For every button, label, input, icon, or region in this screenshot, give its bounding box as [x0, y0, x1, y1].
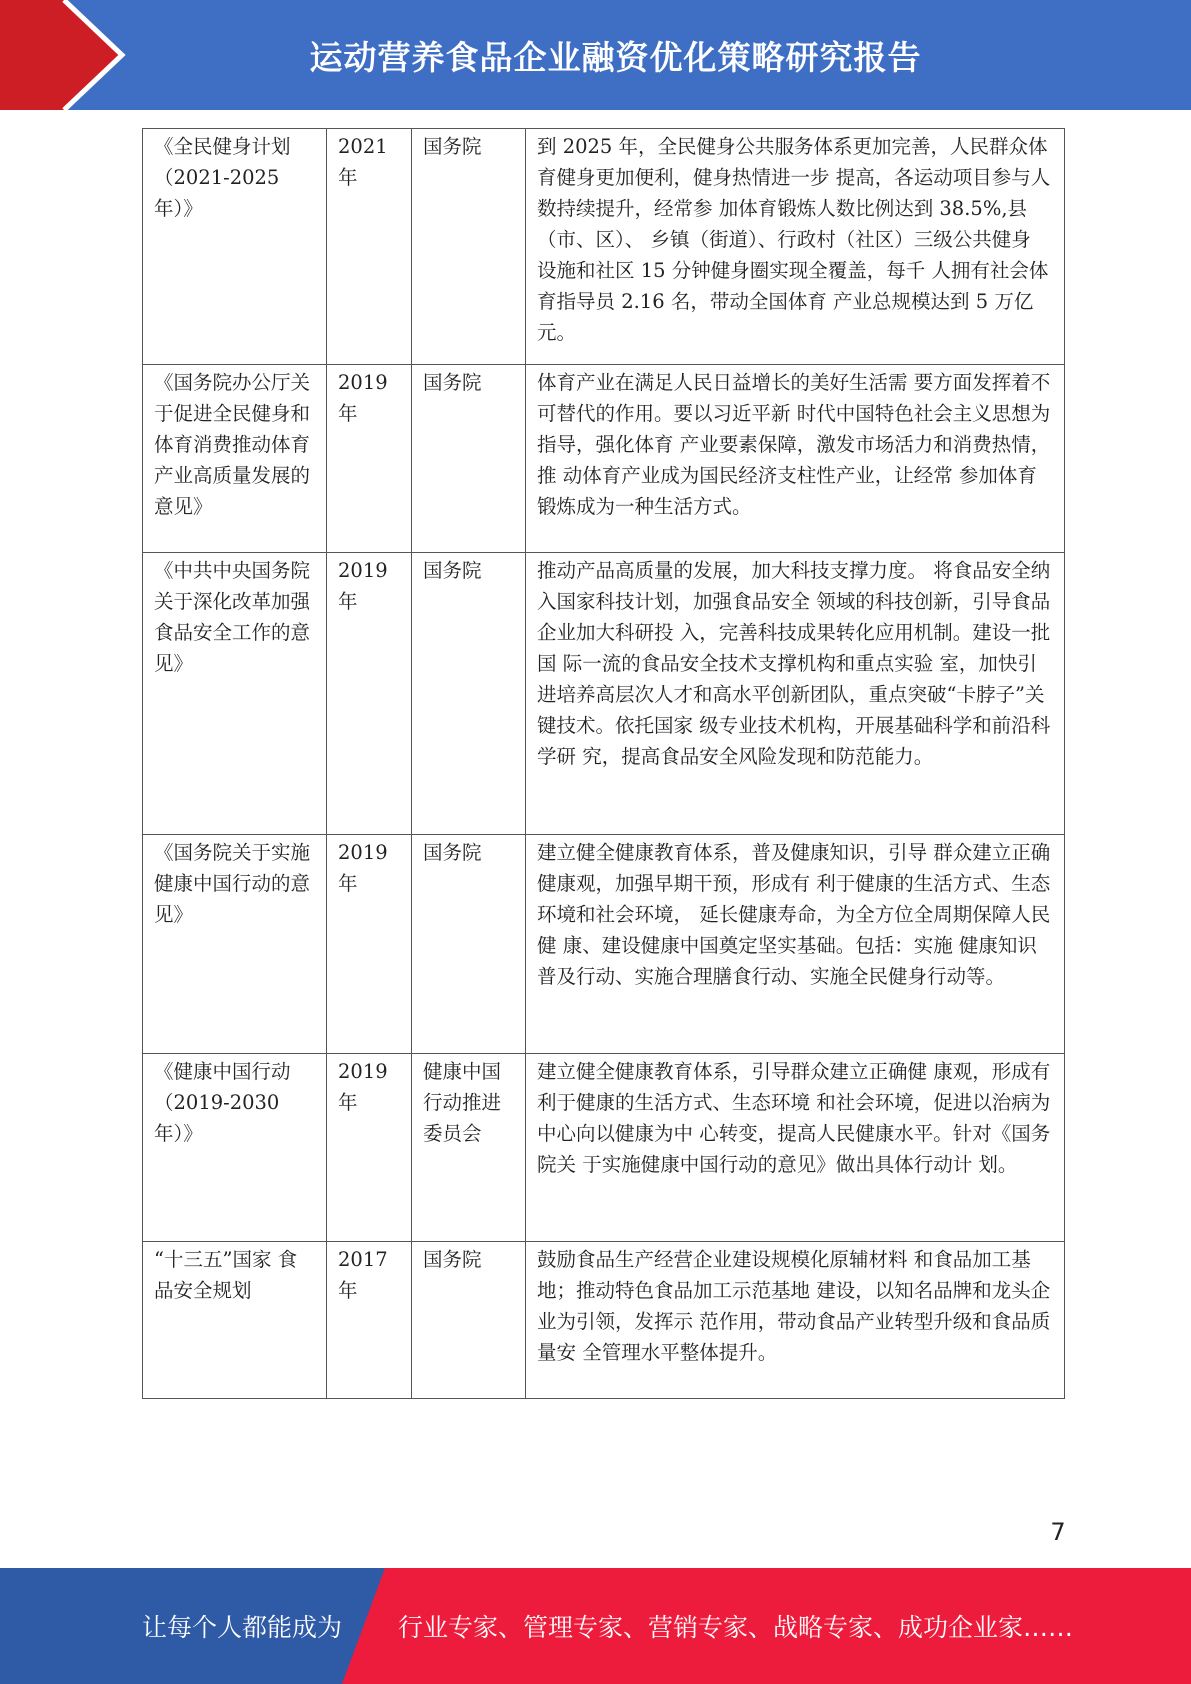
policy-year-cell: 2021年 — [327, 129, 412, 365]
table-row — [143, 1242, 1065, 1399]
policy-issuer-cell: 国务院 — [412, 129, 526, 365]
table-row — [143, 835, 1065, 1054]
page-header — [0, 0, 1191, 110]
policy-content-cell: 体育产业在满足人民日益增长的美好生活需 要方面发挥着不可替代的作用。要以习近平新 时代中国特色社会主义思想为指导，强化体育 产业要素保障，激发市场活力和消费热情，推 动体育产业成为国民经济支柱性产业，让经常 参加体育锻炼成为一种生活方式。 — [526, 365, 1065, 553]
policy-content-cell: 建立健全健康教育体系，引导群众建立正确健 康观，形成有利于健康的生活方式、生态环境 和社会环境，促进以治病为中心向以健康为中 心转变，提高人民健康水平。针对《国务院关 于实施健康中国行动的意见》做出具体行动计 划。 — [526, 1054, 1065, 1242]
policy-content-cell: 鼓励食品生产经营企业建设规模化原辅材料 和食品加工基地；推动特色食品加工示范基地 建设，以知名品牌和龙头企业为引领，发挥示 范作用，带动食品产业转型升级和食品质量安 全管理水平整体提升。 — [526, 1242, 1065, 1399]
policy-issuer-cell: 国务院 — [412, 1242, 526, 1399]
report-title: 运动营养食品企业融资优化策略研究报告 — [309, 37, 922, 77]
policy-issuer-cell: 国务院 — [412, 553, 526, 835]
header-arrow-decoration — [0, 0, 150, 110]
policy-name-cell: 《中共中央国务院关于深化改革加强食品安全工作的意见》 — [143, 553, 327, 835]
policy-name-cell: 《国务院办公厅关于促进全民健身和体育消费推动体育产业高质量发展的意见》 — [143, 365, 327, 553]
page-number: 7 — [1050, 1518, 1066, 1546]
policy-name-cell: “十三五”国家 食品安全规划 — [143, 1242, 327, 1399]
policy-issuer-cell: 健康中国行动推进委员会 — [412, 1054, 526, 1242]
policy-issuer-cell: 国务院 — [412, 365, 526, 553]
policy-table — [142, 128, 1065, 1399]
policy-year-cell: 2019年 — [327, 1054, 412, 1242]
policy-issuer-cell: 国务院 — [412, 835, 526, 1054]
policy-content-cell: 推动产品高质量的发展，加大科技支撑力度。 将食品安全纳入国家科技计划，加强食品安全 领域的科技创新，引导食品企业加大科研投 入，完善科技成果转化应用机制。建设一批国 际一流的食品安全技术支撑机构和重点实验 室，加快引进培养高层次人才和高水平创新团队，重点突破“卡脖子”关键技术。依托国家 级专业技术机构，开展基础科学和前沿科学研 究，提高食品安全风险发现和防范能力。 — [526, 553, 1065, 835]
policy-content-cell: 到 2025 年，全民健身公共服务体系更加完善，人民群众体育健身更加便利，健身热情进一步 提高，各运动项目参与人数持续提升，经常参 加体育锻炼人数比例达到 38.5%,县（市、区）、 乡镇（街道）、行政村（社区）三级公共健身 设施和社区 15 分钟健身圈实现全覆盖，每千 人拥有社会体育指导员 2.16 名，带动全国体育 产业总规模达到 5 万亿元。 — [526, 129, 1065, 365]
policy-name-cell: 《健康中国行动（2019-2030年）》 — [143, 1054, 327, 1242]
policy-content-cell: 建立健全健康教育体系，普及健康知识，引导 群众建立正确健康观，加强早期干预，形成有 利于健康的生活方式、生态环境和社会环境， 延长健康寿命，为全方位全周期保障人民健 康、建设健康中国奠定坚实基础。包括：实施 健康知识普及行动、实施合理膳食行动、实施全民健身行动等。 — [526, 835, 1065, 1054]
table-row — [143, 553, 1065, 835]
policy-name-cell: 《全民健身计划（2021-2025年）》 — [143, 129, 327, 365]
footer-slogan-left: 让每个人都能成为 — [142, 1613, 343, 1642]
table-row — [143, 129, 1065, 365]
policy-year-cell: 2019年 — [327, 365, 412, 553]
policy-year-cell: 2017年 — [327, 1242, 412, 1399]
footer-slogan-right: 行业专家、管理专家、营销专家、战略专家、成功企业家…… — [398, 1613, 1074, 1642]
table-row — [143, 1054, 1065, 1242]
policy-year-cell: 2019年 — [327, 553, 412, 835]
policy-name-cell: 《国务院关于实施健康中国行动的意见》 — [143, 835, 327, 1054]
page-footer — [0, 1568, 1191, 1684]
policy-year-cell: 2019年 — [327, 835, 412, 1054]
table-row — [143, 365, 1065, 553]
